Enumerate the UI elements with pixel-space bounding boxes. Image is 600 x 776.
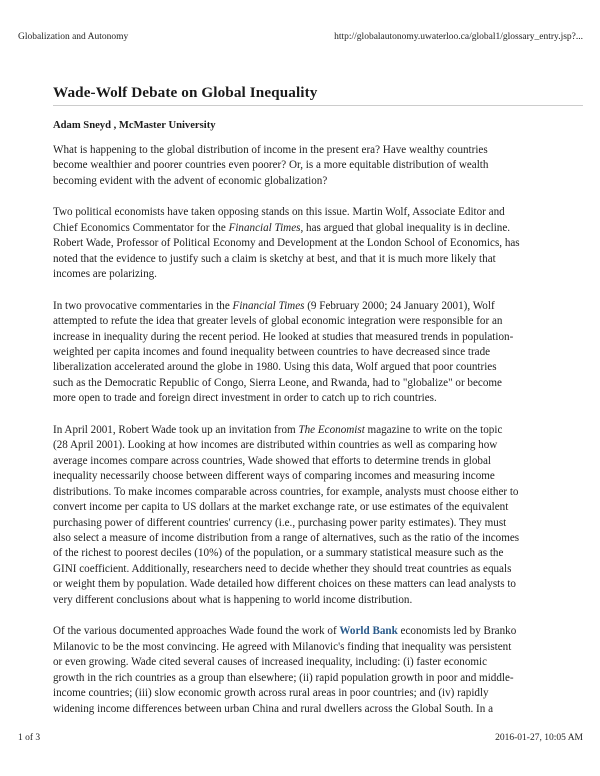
text-line: income countries; (iii) slow economic growth across rural areas in poor countries; and (iv) rapidly (53, 687, 489, 700)
world-bank-link[interactable]: World Bank (339, 625, 398, 638)
publication-name: Financial Times (228, 221, 301, 234)
text-line: or weight them by population. Wade detailed how different choices on these matters can lead analysts to (53, 578, 516, 591)
paragraph-2 (53, 205, 585, 282)
text-line: more open to trade and foreign direct investment in order to catch up to rich countries. (53, 392, 437, 405)
text-line: Two political economists have taken opposing stands on this issue. Martin Wolf, Associate Editor and (53, 206, 505, 219)
text-line: noted that the evidence to justify such a claim is sketchy at best, and that it is much more likely that (53, 252, 496, 265)
text-line: convert income per capita to US dollars at the market exchange rate, or use estimates of the equivalent (53, 501, 509, 514)
text-segment: In April 2001, Robert Wade took up an invitation from (53, 423, 299, 436)
article (53, 84, 587, 717)
text-line: increase in inequality during the recent period. He looked at studies that measured trends in population- (53, 330, 514, 343)
text-line: very different conclusions about what is happening to world income distribution. (53, 593, 413, 606)
article-author: Adam Sneyd , McMaster University (53, 120, 216, 131)
text-segment: Of the various documented approaches Wade found the work of (53, 625, 340, 638)
site-title: Globalization and Autonomy (18, 32, 129, 42)
paragraph-4 (53, 423, 585, 608)
text-line: also select a measure of income distribution from a range of alternatives, such as the ratio of the incomes (53, 531, 520, 544)
text-segment: magazine to write on the topic (364, 423, 503, 436)
text-segment: (9 February 2000; 24 January 2001), Wolf (304, 299, 495, 312)
text-line: become wealthier and poorer countries even poorer? Or, is a more equitable distribution of wealth (53, 159, 489, 172)
text-line: widening income differences between urban China and rural dwellers across the Global South. In a (53, 702, 494, 715)
text-line (53, 423, 585, 438)
text-segment: In two provocative commentaries in the (53, 299, 233, 312)
page-url: http://globalautonomy.uwaterloo.ca/global1/glossary_entry.jsp?... (334, 32, 583, 42)
text-line: incomes are polarizing. (53, 268, 157, 281)
text-line: weighted per capita incomes and found inequality between countries to have decreased since trade (53, 345, 491, 358)
text-line: distributions. To make incomes comparable across countries, for example, analysts must choose either to (53, 485, 519, 498)
print-timestamp: 2016-01-27, 10:05 AM (495, 733, 583, 743)
text-line: liberalization accelerated around the globe in 1980. Using this data, Wolf argued that poor countries (53, 361, 497, 374)
text-line: purchasing power of different countries' currency (i.e., purchasing power parity estimates). They must (53, 516, 507, 529)
text-line: Robert Wade, Professor of Political Economy and Development at the London School of Economics, has (53, 237, 520, 250)
paragraph-5 (53, 624, 585, 717)
text-line: such as the Democratic Republic of Congo, Sierra Leone, and Rwanda, had to "globalize" or become (53, 376, 502, 389)
publication-name: Financial Times (232, 299, 305, 312)
text-line: average incomes compare across countries, Wade showed that efforts to determine trends in global (53, 454, 491, 467)
text-line: of the richest to poorest deciles (10%) of the population, or a summary statistical measure such as the (53, 547, 504, 560)
publication-name: The Economist (298, 423, 365, 436)
text-line (53, 221, 585, 236)
article-title: Wade-Wolf Debate on Global Inequality (53, 84, 583, 106)
paragraph-3 (53, 299, 585, 407)
text-line (53, 299, 585, 314)
text-line: or even growing. Wade cited several causes of increased inequality, including: (i) faster economic (53, 656, 488, 669)
text-line: (28 April 2001). Looking at how incomes are distributed within countries as well as comparing how (53, 439, 498, 452)
text-segment: economists led by Branko (397, 625, 517, 638)
text-segment: Chief Economics Commentator for the (53, 221, 229, 234)
paragraph-1 (53, 143, 585, 189)
text-line: Milanovic to be the most convincing. He agreed with Milanovic's finding that inequality was persistent (53, 640, 512, 653)
text-line: growth in the rich countries as a group than elsewhere; (ii) rapid population growth in poor and middle- (53, 671, 514, 684)
text-line: What is happening to the global distribution of income in the present era? Have wealthy countries (53, 144, 488, 156)
text-line: becoming evident with the advent of economic globalization? (53, 174, 328, 187)
text-line: GINI coefficient. Additionally, researchers need to decide whether they should treat countries as equals (53, 562, 512, 575)
text-line (53, 624, 585, 639)
text-segment: , has argued that global inequality is in decline. (300, 221, 511, 234)
page-number: 1 of 3 (18, 733, 41, 743)
text-line: inequality necessarily choose between different ways of comparing incomes and measuring income (53, 470, 495, 483)
text-line: attempted to refute the idea that greater levels of global economic integration were responsible for an (53, 315, 503, 328)
